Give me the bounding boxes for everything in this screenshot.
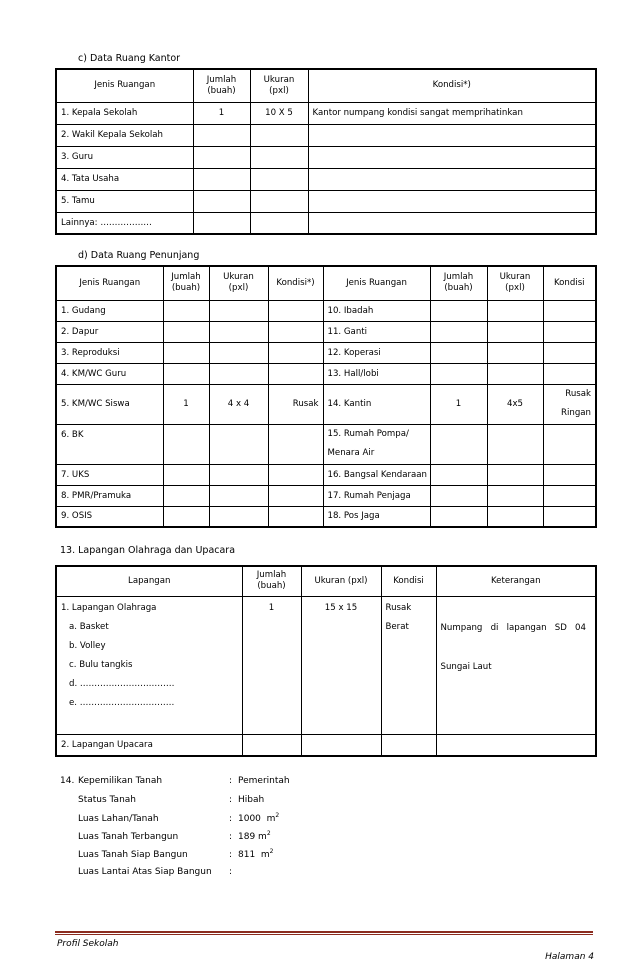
field-colon: : bbox=[229, 832, 233, 842]
sub-item: b. Volley bbox=[69, 640, 106, 651]
room-name-cell bbox=[323, 321, 430, 342]
room-name-cell bbox=[323, 485, 430, 506]
column-header: Ukuran (pxl) bbox=[301, 566, 381, 596]
room-name-line: 15. Rumah Pompa/ bbox=[327, 429, 409, 439]
condition-cell bbox=[308, 124, 596, 146]
size-cell: 4x5 bbox=[487, 384, 543, 424]
column-header: Lapangan bbox=[56, 566, 242, 596]
quantity-cell bbox=[430, 321, 487, 342]
unit-superscript: 2 bbox=[275, 812, 280, 819]
office-rooms-table bbox=[55, 68, 597, 235]
size-cell bbox=[250, 190, 308, 212]
condition-cell bbox=[268, 300, 323, 321]
room-name-cell: 2. Dapur bbox=[56, 321, 163, 342]
unit-superscript: 2 bbox=[266, 830, 271, 837]
size-cell bbox=[487, 485, 543, 506]
size-cell bbox=[487, 363, 543, 384]
sub-item: d. …………………………… bbox=[69, 678, 175, 689]
section-c-title: c) Data Ruang Kantor bbox=[78, 53, 181, 64]
support-rooms-table bbox=[55, 265, 597, 528]
quantity-cell bbox=[163, 342, 209, 363]
quantity-cell bbox=[430, 424, 487, 464]
room-name-cell: 8. PMR/Pramuka bbox=[56, 485, 163, 506]
field-label: Status Tanah bbox=[78, 795, 136, 805]
table-row bbox=[56, 734, 596, 756]
table-header-row bbox=[56, 69, 596, 102]
condition-cell bbox=[308, 146, 596, 168]
condition-cell bbox=[268, 321, 323, 342]
condition-cell bbox=[268, 424, 323, 464]
size-cell bbox=[209, 485, 268, 506]
field-value bbox=[238, 813, 279, 825]
size-cell bbox=[209, 342, 268, 363]
room-name-line: 12. Koperasi bbox=[327, 347, 381, 358]
table-row bbox=[56, 342, 596, 363]
room-name-line: 11. Ganti bbox=[327, 326, 368, 337]
unit-superscript: 2 bbox=[269, 848, 274, 855]
condition-cell: Kantor numpang kondisi sangat memprihatinkan bbox=[308, 102, 596, 124]
section-14-number: 14. bbox=[60, 776, 75, 786]
condition-line: Ringan bbox=[561, 408, 591, 418]
size-cell bbox=[487, 424, 543, 464]
table-row bbox=[56, 300, 596, 321]
condition-cell bbox=[543, 342, 596, 363]
condition-cell bbox=[268, 485, 323, 506]
field-name-cell: 2. Lapangan Upacara bbox=[56, 734, 242, 756]
condition-cell bbox=[268, 506, 323, 527]
column-header: Keterangan bbox=[436, 566, 596, 596]
table-row bbox=[56, 596, 596, 734]
column-header: Kondisi bbox=[381, 566, 436, 596]
quantity-cell bbox=[430, 464, 487, 485]
condition-cell bbox=[543, 485, 596, 506]
room-name-cell bbox=[323, 424, 430, 464]
field-value: Pemerintah bbox=[238, 776, 290, 786]
size-cell: 4 x 4 bbox=[209, 384, 268, 424]
quantity-cell bbox=[193, 168, 250, 190]
column-header: Jumlah (buah) bbox=[193, 69, 250, 102]
room-name-cell bbox=[323, 363, 430, 384]
column-header: Kondisi bbox=[543, 266, 596, 300]
field-name-cell bbox=[56, 596, 242, 734]
size-cell bbox=[209, 321, 268, 342]
column-header: Jenis Ruangan bbox=[56, 266, 163, 300]
area-value: 1000 m bbox=[238, 814, 276, 824]
table-row bbox=[56, 464, 596, 485]
condition-cell bbox=[268, 342, 323, 363]
condition-line: Rusak bbox=[385, 602, 412, 613]
quantity-cell bbox=[193, 146, 250, 168]
quantity-cell bbox=[242, 734, 301, 756]
note-cell bbox=[436, 596, 596, 734]
footer-rule-thin bbox=[55, 934, 593, 935]
size-cell bbox=[487, 342, 543, 363]
table-row bbox=[56, 168, 596, 190]
note-cell bbox=[436, 734, 596, 756]
room-name-cell bbox=[323, 300, 430, 321]
quantity-cell bbox=[242, 596, 301, 734]
table-row bbox=[56, 124, 596, 146]
condition-cell bbox=[268, 363, 323, 384]
size-cell bbox=[487, 506, 543, 527]
quantity-cell bbox=[163, 363, 209, 384]
quantity-cell: 1 bbox=[430, 384, 487, 424]
condition-cell bbox=[308, 168, 596, 190]
size-cell bbox=[250, 146, 308, 168]
note-line: Sungai Laut bbox=[440, 661, 492, 672]
quantity-cell bbox=[430, 342, 487, 363]
field-colon: : bbox=[229, 776, 233, 786]
size-cell bbox=[209, 363, 268, 384]
condition-cell bbox=[543, 300, 596, 321]
section-13-title: 13. Lapangan Olahraga dan Upacara bbox=[60, 545, 236, 556]
column-header: Jumlah (buah) bbox=[430, 266, 487, 300]
room-name-line: 14. Kantin bbox=[327, 399, 372, 409]
size-cell bbox=[487, 300, 543, 321]
column-header: Ukuran (pxl) bbox=[250, 69, 308, 102]
column-header: Jenis Ruangan bbox=[56, 69, 193, 102]
table-row bbox=[56, 363, 596, 384]
sports-field-table bbox=[55, 565, 597, 757]
table-row bbox=[56, 506, 596, 527]
size-cell bbox=[487, 464, 543, 485]
column-header: Kondisi*) bbox=[268, 266, 323, 300]
condition-cell bbox=[543, 384, 596, 424]
room-name-cell bbox=[323, 464, 430, 485]
field-label: Luas Lahan/Tanah bbox=[78, 814, 159, 824]
sub-item: e. …………………………… bbox=[69, 697, 175, 708]
size-cell: 10 X 5 bbox=[250, 102, 308, 124]
column-header: Jenis Ruangan bbox=[323, 266, 430, 300]
size-cell bbox=[487, 321, 543, 342]
size-cell bbox=[209, 424, 268, 464]
table-row bbox=[56, 321, 596, 342]
column-header: Kondisi*) bbox=[308, 69, 596, 102]
quantity-cell bbox=[430, 506, 487, 527]
quantity-cell bbox=[163, 506, 209, 527]
sub-item: a. Basket bbox=[69, 621, 109, 632]
note-line: Numpang di lapangan SD 04 bbox=[440, 622, 586, 633]
size-value: 15 x 15 bbox=[324, 602, 358, 613]
room-name-cell bbox=[323, 384, 430, 424]
table-row bbox=[56, 212, 596, 234]
column-header: Jumlah (buah) bbox=[163, 266, 209, 300]
column-header: Jumlah (buah) bbox=[242, 566, 301, 596]
room-name-cell: 7. UKS bbox=[56, 464, 163, 485]
field-colon: : bbox=[229, 814, 233, 824]
condition-cell bbox=[543, 424, 596, 464]
field-value: Hibah bbox=[238, 795, 265, 805]
room-name-cell bbox=[323, 506, 430, 527]
size-cell bbox=[301, 596, 381, 734]
field-label: Kepemilikan Tanah bbox=[78, 776, 163, 786]
room-name-cell: 5. Tamu bbox=[56, 190, 193, 212]
condition-cell bbox=[308, 190, 596, 212]
room-name-line: 18. Pos Jaga bbox=[327, 511, 380, 522]
area-value: 189 m bbox=[238, 832, 267, 842]
table-header-row bbox=[56, 566, 596, 596]
room-name-cell: 3. Guru bbox=[56, 146, 193, 168]
condition-cell bbox=[543, 464, 596, 485]
quantity-value: 1 bbox=[268, 602, 275, 613]
area-value: 811 m bbox=[238, 850, 270, 860]
room-name-cell: 2. Wakil Kepala Sekolah bbox=[56, 124, 193, 146]
quantity-cell bbox=[163, 485, 209, 506]
size-cell bbox=[301, 734, 381, 756]
quantity-cell bbox=[430, 363, 487, 384]
column-header: Ukuran (pxl) bbox=[487, 266, 543, 300]
room-name-line: 13. Hall/lobi bbox=[327, 368, 379, 379]
field-value bbox=[238, 849, 274, 861]
field-value bbox=[238, 831, 271, 843]
quantity-cell bbox=[193, 212, 250, 234]
room-name-cell: 1. Gudang bbox=[56, 300, 163, 321]
field-label: Luas Tanah Siap Bangun bbox=[78, 850, 188, 860]
room-name-line: Menara Air bbox=[327, 448, 375, 458]
size-cell bbox=[209, 506, 268, 527]
sub-item: c. Bulu tangkis bbox=[69, 659, 133, 670]
condition-cell bbox=[381, 596, 436, 734]
room-name-line: 17. Rumah Penjaga bbox=[327, 490, 411, 501]
size-cell bbox=[209, 300, 268, 321]
condition-cell: Rusak bbox=[268, 384, 323, 424]
quantity-cell: 1 bbox=[193, 102, 250, 124]
section-d-title: d) Data Ruang Penunjang bbox=[78, 250, 200, 261]
room-name-cell: 4. KM/WC Guru bbox=[56, 363, 163, 384]
size-cell bbox=[250, 212, 308, 234]
quantity-cell bbox=[163, 424, 209, 464]
column-header: Ukuran (pxl) bbox=[209, 266, 268, 300]
footer-rule bbox=[55, 931, 593, 933]
table-row bbox=[56, 102, 596, 124]
table-row bbox=[56, 424, 596, 464]
table-row bbox=[56, 146, 596, 168]
quantity-cell bbox=[430, 485, 487, 506]
size-cell bbox=[250, 168, 308, 190]
quantity-cell bbox=[163, 464, 209, 485]
footer-page-number: Halaman 4 bbox=[545, 952, 594, 962]
quantity-cell bbox=[193, 190, 250, 212]
room-name-line: 10. Ibadah bbox=[327, 305, 374, 316]
condition-cell bbox=[308, 212, 596, 234]
room-name-cell: 4. Tata Usaha bbox=[56, 168, 193, 190]
quantity-cell bbox=[163, 300, 209, 321]
field-label: Luas Lantai Atas Siap Bangun bbox=[78, 867, 212, 877]
condition-line: Rusak bbox=[565, 389, 591, 399]
condition-cell bbox=[543, 363, 596, 384]
field-label: Luas Tanah Terbangun bbox=[78, 832, 179, 842]
room-name-cell: 6. BK bbox=[56, 424, 163, 464]
table-row bbox=[56, 485, 596, 506]
field-colon: : bbox=[229, 850, 233, 860]
quantity-cell bbox=[193, 124, 250, 146]
quantity-cell bbox=[430, 300, 487, 321]
room-name-cell: Lainnya: ……………… bbox=[56, 212, 193, 234]
size-cell bbox=[250, 124, 308, 146]
room-name-cell: 5. KM/WC Siswa bbox=[56, 384, 163, 424]
condition-cell bbox=[543, 506, 596, 527]
table-row bbox=[56, 384, 596, 424]
quantity-cell: 1 bbox=[163, 384, 209, 424]
footer-document-name: Profil Sekolah bbox=[57, 939, 119, 949]
condition-cell bbox=[268, 464, 323, 485]
condition-cell bbox=[543, 321, 596, 342]
room-name-cell: 1. Kepala Sekolah bbox=[56, 102, 193, 124]
condition-line: Berat bbox=[385, 621, 409, 632]
table-header-row bbox=[56, 266, 596, 300]
room-name-cell bbox=[323, 342, 430, 363]
field-colon: : bbox=[229, 867, 233, 877]
condition-cell bbox=[381, 734, 436, 756]
room-name-cell: 9. OSIS bbox=[56, 506, 163, 527]
table-row bbox=[56, 190, 596, 212]
room-name-line: 16. Bangsal Kendaraan bbox=[327, 469, 427, 480]
size-cell bbox=[209, 464, 268, 485]
field-name: 1. Lapangan Olahraga bbox=[61, 602, 157, 613]
room-name-cell: 3. Reproduksi bbox=[56, 342, 163, 363]
quantity-cell bbox=[163, 321, 209, 342]
field-colon: : bbox=[229, 795, 233, 805]
